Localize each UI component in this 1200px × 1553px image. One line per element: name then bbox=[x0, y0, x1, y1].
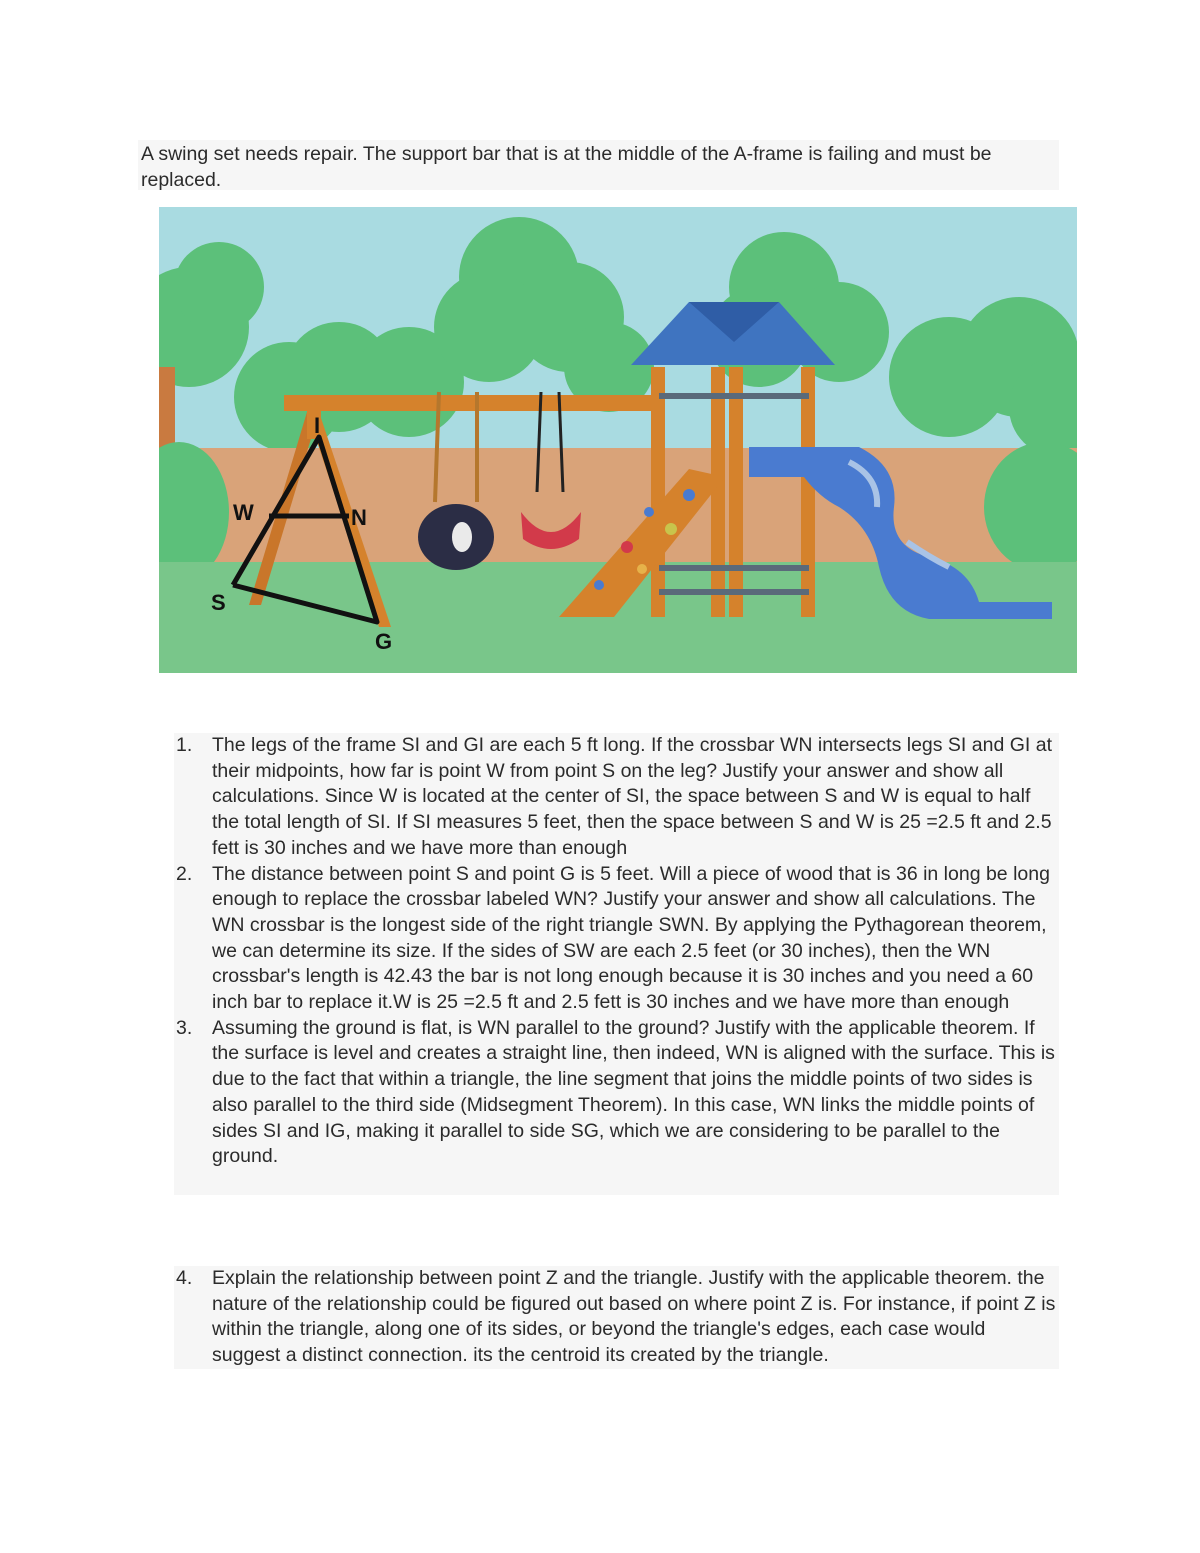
question-text: Explain the relationship between point Z and the triangle. Justify with the applicable theorem. the nature of the relationship could be figured out based on where point Z is. For instance, if point Z is within the triangle, along one of its sides, or beyond the triangle's edges, each case would suggest a distinct connection. its the centroid its created by the triangle. bbox=[212, 1267, 1056, 1367]
intro-block bbox=[138, 140, 1059, 190]
question-number: 3. bbox=[176, 1016, 193, 1039]
questions-block-1 bbox=[174, 733, 1059, 1195]
question-item-2 bbox=[174, 862, 1059, 1016]
question-number: 4. bbox=[176, 1267, 193, 1289]
question-item-1 bbox=[174, 733, 1059, 862]
playground-scene bbox=[159, 207, 1077, 673]
question-text: The legs of the frame SI and GI are each 5 ft long. If the crossbar WN intersects legs SI and GI at their midpoints, how far is point W from point S on the leg? Justify your answer and show all calculations. Since W is located at the center of SI, the space between S and W is equal to half the total length of SI. If SI measures 5 feet, then the space between S and W is 25 =2.5 ft and 2.5 fett is 30 inches and we have more than enough bbox=[212, 734, 1052, 859]
question-list bbox=[174, 1266, 1059, 1369]
swing-set-illustration bbox=[159, 207, 1077, 673]
questions-block-2 bbox=[174, 1266, 1059, 1369]
question-item-4 bbox=[174, 1266, 1059, 1369]
question-text: The distance between point S and point G is 5 feet. Will a piece of wood that is 36 in long be long enough to replace the crossbar labeled WN? Justify your answer and show all calculations. The WN crossbar is the longest side of the right triangle SWN. By applying the Pythagorean theorem, we can determine its size. If the sides of SW are each 2.5 feet (or 30 inches), then the WN crossbar's length is 42.43 the bar is not long enough because it is 30 inches and you need a 60 inch bar to replace it.W is 25 =2.5 ft and 2.5 fett is 30 inches and we have more than enough bbox=[212, 862, 1050, 1014]
label-I: I bbox=[314, 413, 321, 438]
question-text: Assuming the ground is flat, is WN parallel to the ground? Justify with the applicable theorem. If the surface is level and creates a straight line, then indeed, WN is aligned with the surface. This is due to the fact that within a triangle, the line segment that joins the middle points of two sides is also parallel to the third side (Midsegment Theorem). In this case, WN links the middle points of sides SI and IG, making it parallel to side SG, which we are considering to be parallel to the ground. bbox=[212, 1016, 1055, 1168]
question-number: 1. bbox=[176, 734, 193, 756]
label-S: S bbox=[211, 590, 226, 615]
question-list bbox=[174, 733, 1059, 1170]
label-N: N bbox=[351, 505, 367, 530]
intro-text: A swing set needs repair. The support bar that is at the middle of the A-frame is failing and must be replaced. bbox=[141, 143, 992, 191]
question-item-3 bbox=[174, 1016, 1059, 1170]
question-number: 2. bbox=[176, 862, 193, 885]
label-G: G bbox=[375, 629, 393, 654]
label-W: W bbox=[233, 500, 254, 525]
